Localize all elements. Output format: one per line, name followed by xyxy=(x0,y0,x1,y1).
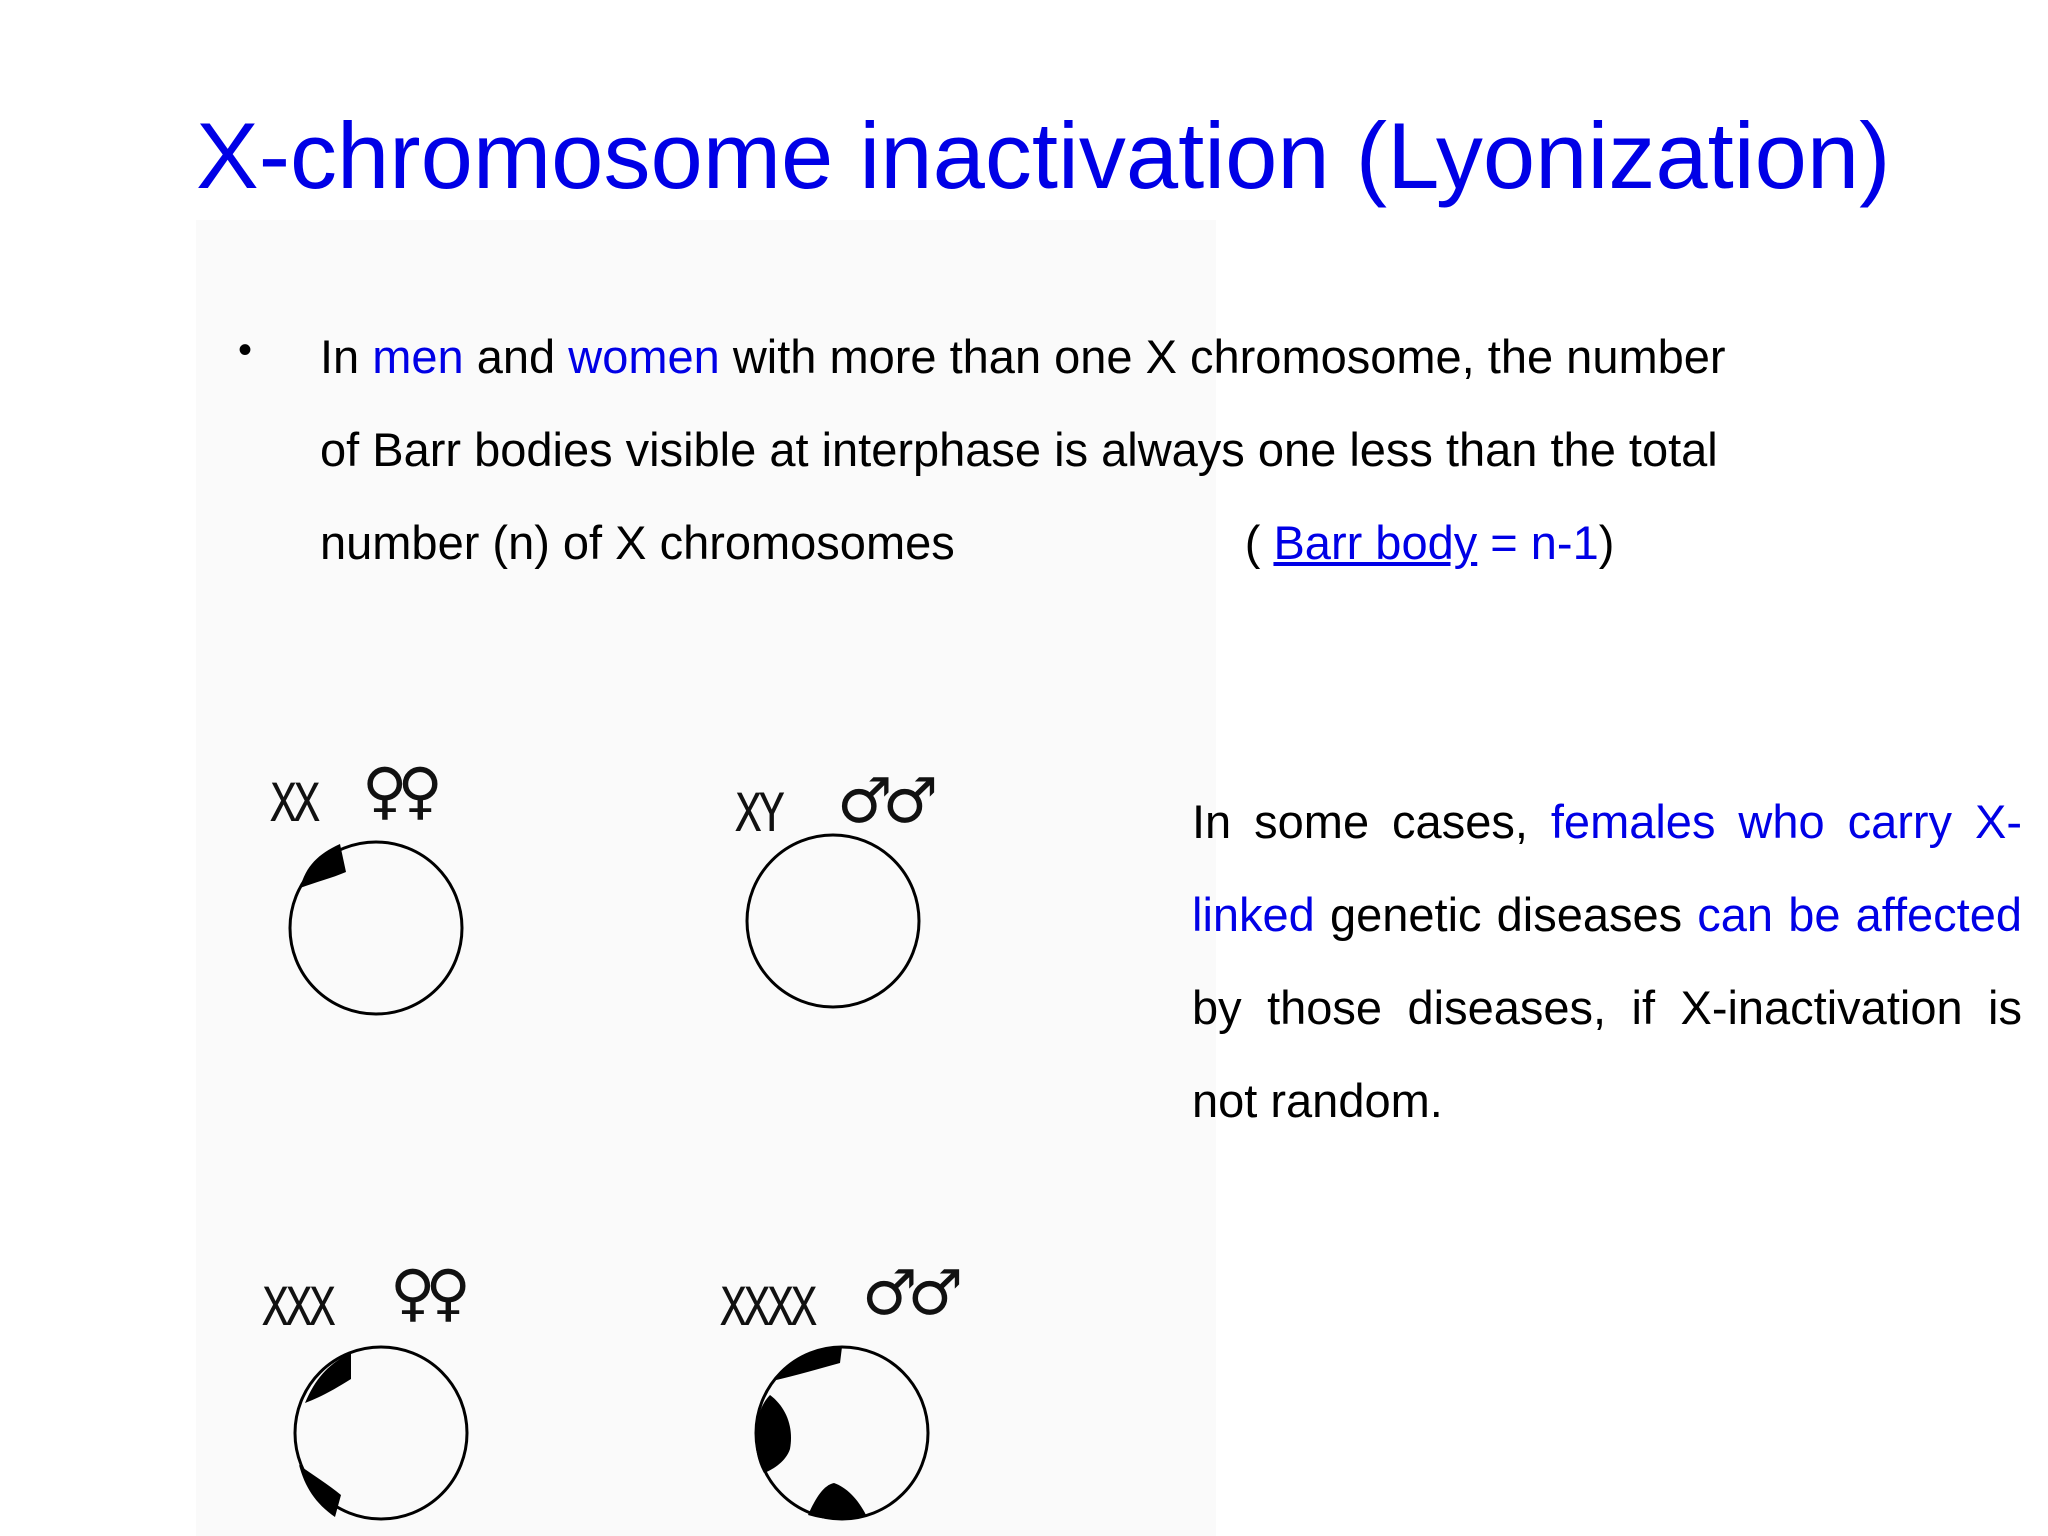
highlight-women: women xyxy=(568,330,720,383)
male-symbols-icon: ♂♂ xyxy=(837,764,929,837)
bullet-text xyxy=(320,310,1880,589)
note-text-1: In some cases, xyxy=(1192,795,1551,848)
note-highlight-affected: can be affected xyxy=(1697,888,2022,941)
barr-body-icon xyxy=(305,1353,351,1403)
formula-equation: = n-1 xyxy=(1477,516,1599,569)
genotype-label: XXXX xyxy=(720,1277,814,1339)
nucleus-icon xyxy=(740,825,930,1015)
barr-body-icon xyxy=(808,1483,866,1520)
genotype-label: XXX xyxy=(262,1277,333,1339)
side-note xyxy=(1192,775,2022,1147)
female-symbols-icon: ♀♀ xyxy=(390,1256,461,1329)
genotype-label: XY xyxy=(735,783,782,845)
male-symbols-icon: ♂♂ xyxy=(862,1256,954,1329)
barr-body-formula xyxy=(1245,496,1615,589)
slide-title: X-chromosome inactivation (Lyonization) xyxy=(196,103,1891,208)
formula-close-paren: ) xyxy=(1598,516,1615,569)
text-and: and xyxy=(463,330,569,383)
bullet-line-3 xyxy=(320,496,1880,589)
formula-open-paren: ( xyxy=(1244,516,1274,569)
nucleus-icon xyxy=(750,1337,940,1527)
bullet-line-2: of Barr bodies visible at interphase is always one less than the total xyxy=(320,423,1718,476)
note-text-2: genetic diseases xyxy=(1314,888,1698,941)
barr-body-icon xyxy=(772,1347,842,1381)
text-line3: number (n) of X chromosomes xyxy=(320,516,955,569)
bullet-line-1 xyxy=(320,310,1880,403)
text-in: In xyxy=(320,330,373,383)
highlight-men: men xyxy=(372,330,464,383)
note-highlight-carriers: females who carry X-linked xyxy=(1192,795,2023,941)
barr-body-link[interactable]: Barr body xyxy=(1273,516,1478,569)
female-symbols-icon: ♀♀ xyxy=(362,754,433,827)
nucleus-icon xyxy=(289,1337,479,1527)
genotype-label: XX xyxy=(270,773,317,835)
text-line1-rest: with more than one X chromosome, the number xyxy=(719,330,1726,383)
barr-body-icon xyxy=(300,844,346,888)
note-text-3: by those diseases, if X-inactivation is not random. xyxy=(1192,981,2022,1127)
nucleus-icon xyxy=(284,832,474,1022)
bullet-marker: • xyxy=(238,328,253,372)
barr-body-icon xyxy=(299,1465,341,1517)
